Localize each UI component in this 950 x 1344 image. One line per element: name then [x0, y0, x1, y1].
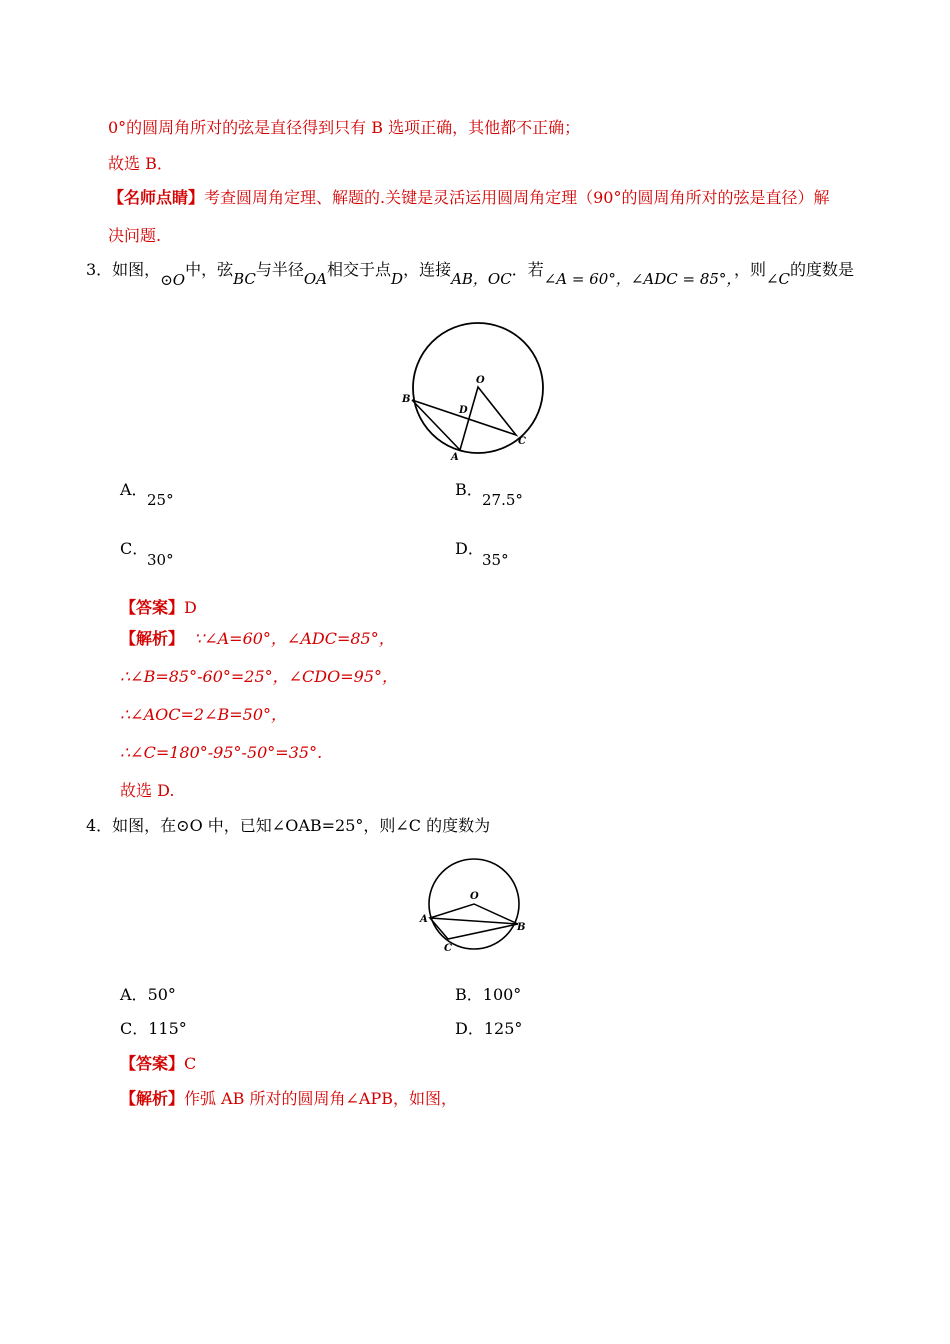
q4-label-o: O: [470, 891, 479, 902]
q4-option-c[interactable]: [120, 1019, 187, 1039]
q4-analysis-1: [120, 1088, 457, 1110]
q4-answer-value: C: [184, 1054, 197, 1073]
q3-seg2: 与半径: [255, 260, 304, 279]
tip-tag: 【名师点睛】: [108, 188, 205, 207]
q3-answer: [120, 597, 197, 619]
q3-answer-value: D: [184, 598, 197, 617]
q4-option-b-label: B．: [455, 985, 483, 1004]
q3-a1: ∵∠A=60°，∠ADC=85°，: [194, 629, 395, 648]
q3-label-a: A: [451, 452, 459, 463]
q4-a1: 作弧 AB 所对的圆周角∠APB，如图，: [184, 1089, 457, 1108]
q4-option-c-value: 115°: [148, 1019, 187, 1038]
q3-answer-tag: 【答案】: [120, 598, 185, 617]
tip-text: 考查圆周角定理、解题的.关键是灵活运用圆周角定理（90°的圆周角所对的弦是直径）解: [204, 188, 830, 207]
q4-label-c: C: [444, 943, 452, 954]
q3-a2: ∴∠B=85°-60°=25°，∠CDO=95°，: [120, 667, 399, 686]
q3-a4: ∴∠C=180°-95°-50°=35°.: [120, 743, 323, 762]
q3-a5: 故选 D.: [120, 781, 175, 800]
q4-lines: [430, 904, 518, 939]
q4-option-a[interactable]: [120, 985, 176, 1005]
q3-option-c-label[interactable]: C．: [120, 539, 149, 558]
q3-angle-c: ∠C: [765, 270, 790, 288]
q4-option-d-label: D．: [455, 1019, 484, 1038]
q4-option-d-value: 125°: [483, 1019, 523, 1038]
q3-label-d: D: [459, 405, 468, 416]
q3-option-c-value: 30°: [147, 551, 174, 569]
q3-option-b-label[interactable]: B．: [455, 480, 483, 499]
q4-analysis-tag: 【解析】: [120, 1089, 185, 1108]
tip-line-2: 决问题.: [108, 226, 162, 245]
q3-label-b: B: [402, 394, 411, 405]
q3-figure: [398, 318, 550, 463]
q3-seg1: 中，弦: [185, 260, 234, 279]
q4-answer: [120, 1053, 196, 1075]
q3-ab-oc: AB，OC: [451, 270, 512, 288]
q4-label-b: B: [517, 922, 526, 933]
q4-option-c-label: C．: [120, 1019, 149, 1038]
q3-seg5: ．若: [511, 260, 544, 279]
tip-line: [108, 187, 829, 209]
q4-option-a-label: A．: [120, 985, 148, 1004]
q3-lines: [412, 387, 516, 450]
q3-chord-bc: BC: [233, 270, 256, 288]
q3-radius-oa: OA: [303, 270, 328, 288]
q3-seg4: ，连接: [403, 260, 452, 279]
q4-option-b-value: 100°: [482, 985, 522, 1004]
q3-seg6: ，则: [733, 260, 766, 279]
q4-option-a-value: 50°: [147, 985, 176, 1004]
q4-option-b[interactable]: [455, 985, 521, 1005]
q3-option-d-label[interactable]: D．: [455, 539, 484, 558]
q3-point-d: D: [391, 270, 404, 288]
q3-seg3: 相交于点: [327, 260, 392, 279]
prev-line-2: 故选 B．: [108, 154, 173, 173]
q3-circle-o: ⊙O: [160, 271, 186, 289]
q4-stem: 4．如图，在⊙O 中，已知∠OAB=25°，则∠C 的度数为: [86, 816, 491, 835]
q3-option-a-value: 25°: [147, 491, 174, 509]
q4-answer-tag: 【答案】: [120, 1054, 185, 1073]
q3-num: 3．如图，: [86, 260, 161, 279]
q3-analysis-1: [120, 628, 395, 650]
prev-line-1: 0°的圆周角所对的弦是直径得到只有 B 选项正确，其他都不正确；: [108, 118, 581, 137]
q3-label-c: C: [518, 436, 526, 447]
q3-analysis-tag: 【解析】: [120, 629, 185, 648]
q3-label-o: O: [476, 375, 485, 386]
q3-option-b-value: 27.5°: [482, 491, 523, 509]
q3-a3: ∴∠AOC=2∠B=50°，: [120, 705, 288, 724]
q3-option-d-value: 35°: [482, 551, 509, 569]
q3-stem: [86, 259, 855, 289]
q3-seg7: 的度数是: [790, 260, 855, 279]
q4-option-d[interactable]: [455, 1019, 522, 1039]
q3-angles: ∠A = 60°，∠ADC = 85°，: [543, 270, 734, 288]
q4-label-a: A: [420, 914, 428, 925]
q4-figure: [418, 852, 528, 956]
q3-option-a-label[interactable]: A．: [120, 480, 148, 499]
